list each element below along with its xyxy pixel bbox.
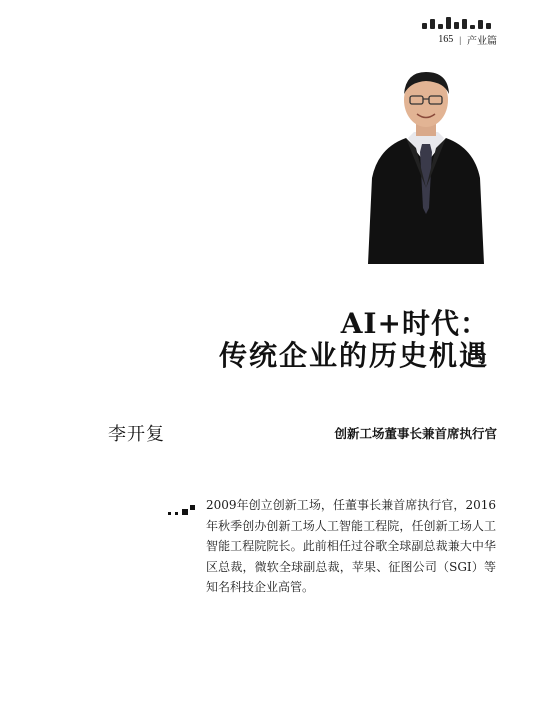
page-header — [438, 32, 497, 47]
article-title-line2: 传统企业的历史机遇 — [218, 339, 489, 373]
author-title: 创新工场董事长兼首席执行官 — [334, 426, 497, 441]
portrait-illustration-icon — [368, 68, 484, 264]
header-separator: | — [459, 34, 461, 45]
page-number: 165 — [438, 34, 454, 45]
author-name: 李开复 — [108, 424, 165, 445]
author-portrait — [368, 68, 484, 264]
section-name: 产业篇 — [467, 36, 497, 47]
article-title — [219, 308, 489, 372]
article-title-line1: AI+时代： — [340, 307, 489, 340]
author-bio: 2009年创立创新工场，任董事长兼首席执行官，2016年秋季创办创新工场人工智能工程院，任创新工场人工智能工程院院长。此前相任过谷歌全球副总裁兼大中华区总裁，微软全球副总裁，苹果、征图公司（SGI）等知名科技企业高管。 — [206, 498, 496, 594]
bio-bullet-icon — [168, 505, 196, 517]
publisher-logo-icon — [422, 15, 492, 29]
